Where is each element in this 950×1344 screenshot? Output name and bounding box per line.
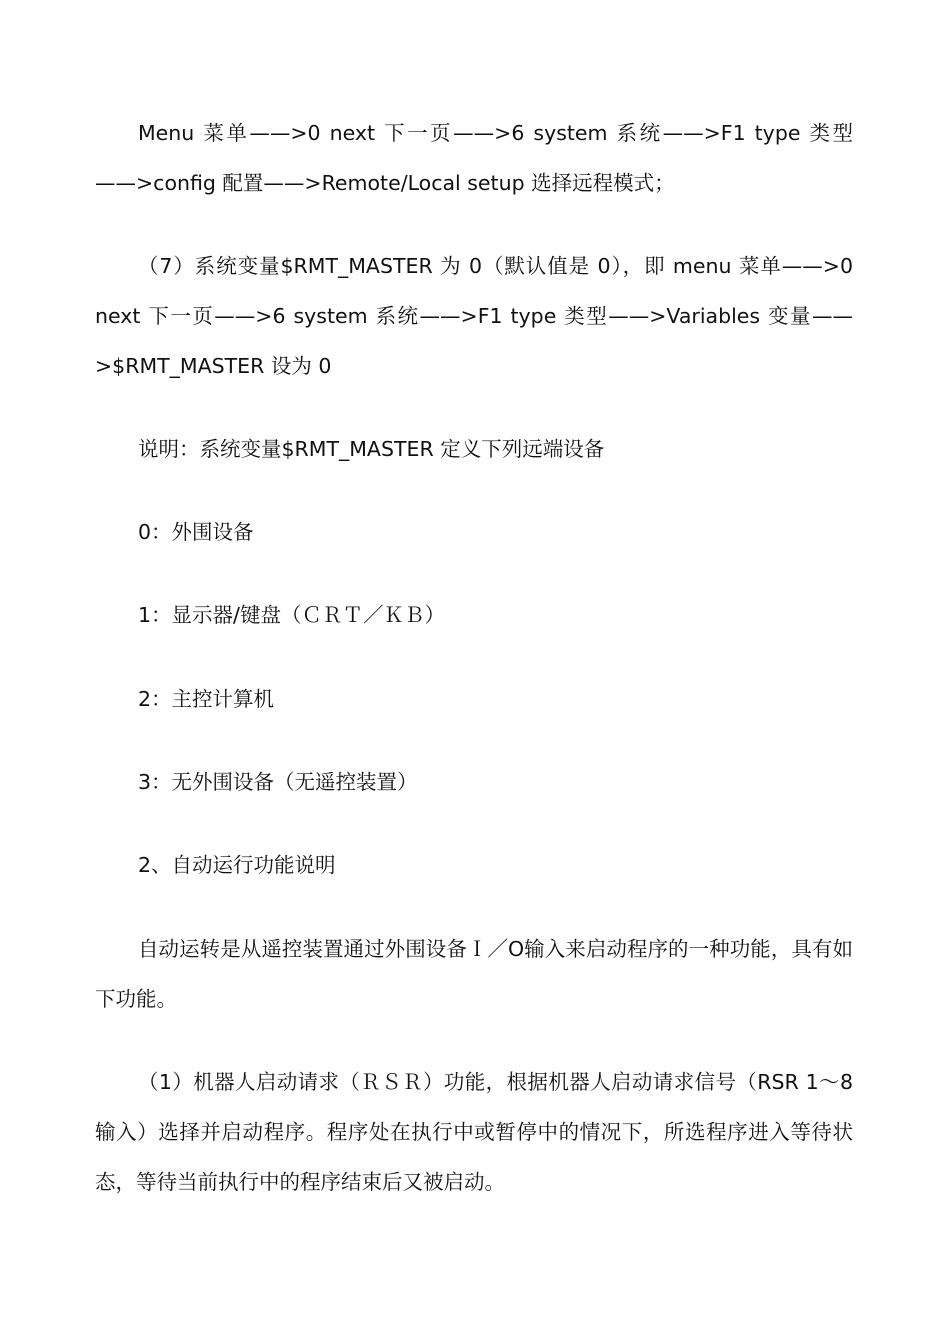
- paragraph-auto-run-intro: 自动运转是从遥控装置通过外围设备Ｉ／O输入来启动程序的一种功能，具有如下功能。: [95, 937, 853, 1011]
- list-item-option-0: 0：外围设备: [138, 520, 254, 544]
- list-item-option-1: 1：显示器/键盘（ＣＲＴ／ＫＢ）: [138, 603, 445, 627]
- paragraph-rmt-master-description: 说明：系统变量$RMT_MASTER 定义下列远端设备: [138, 437, 605, 461]
- paragraph-rsr-function: （1）机器人启动请求（ＲＳＲ）功能，根据机器人启动请求信号（RSR 1～8 输入）选择并启动程序。程序处在执行中或暂停中的情况下，所选程序进入等待状态，等待当前执行中的程序结束后又被启动。: [95, 1070, 853, 1194]
- paragraph-menu-path-remote: Menu 菜单——>0 next 下一页——>6 system 系统——>F1 type 类型——>config 配置——>Remote/Local setup 选择远程模式；: [95, 121, 853, 195]
- list-item-option-3: 3：无外围设备（无遥控装置）: [138, 770, 418, 794]
- section-heading-auto-run: 2、自动运行功能说明: [138, 853, 336, 877]
- list-item-option-2: 2：主控计算机: [138, 687, 275, 711]
- paragraph-rmt-master-setting: （7）系统变量$RMT_MASTER 为 0（默认值是 0），即 menu 菜单——>0 next 下一页——>6 system 系统——>F1 type 类型——>Variables 变量——>$RMT_MASTER 设为 0: [95, 254, 853, 378]
